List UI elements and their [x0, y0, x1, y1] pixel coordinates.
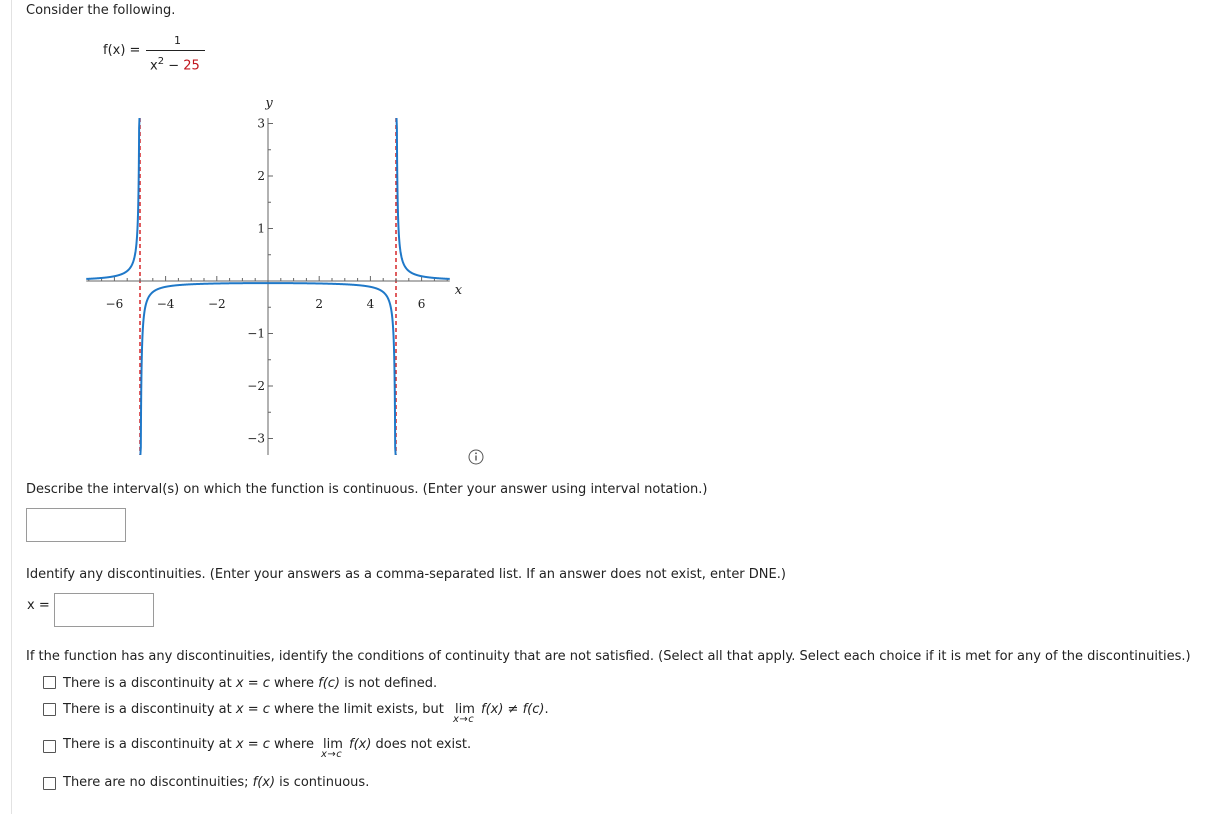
choice-3-eq: = — [243, 737, 263, 752]
choice-2-lim-word: lim — [455, 702, 475, 717]
curve-branch-left — [86, 118, 139, 279]
discontinuities-answer-input[interactable] — [54, 593, 154, 627]
choice-3-var-c: c — [262, 737, 270, 752]
y-tick-label: 3 — [257, 116, 265, 131]
function-graph — [0, 0, 500, 470]
y-axis-label: y — [265, 96, 273, 111]
function-lhs: f(x) = — [103, 43, 141, 58]
x-axis-label: x — [454, 283, 463, 298]
choice-1-var-c: c — [262, 676, 270, 691]
choice-4-checkbox[interactable] — [43, 777, 56, 790]
choice-3-label[interactable] — [63, 737, 314, 752]
x-tick-label: 6 — [417, 297, 426, 311]
denominator-minus: − — [168, 58, 180, 74]
y-tick-label: 1 — [257, 221, 265, 236]
choice-2-fx: f(x) — [481, 702, 504, 717]
choice-2-label-tail — [481, 702, 549, 717]
choice-4-fx: f(x) — [252, 775, 276, 790]
choice-2-eq: = — [243, 702, 263, 717]
choice-2-lim-subscript: x→c — [453, 714, 475, 725]
choice-1-checkbox[interactable] — [43, 676, 56, 689]
choice-2-var-c: c — [262, 702, 270, 717]
interval-answer-input[interactable] — [26, 508, 126, 542]
choice-3-label-tail — [349, 737, 471, 752]
x-tick-label: 2 — [315, 297, 324, 311]
q1-prompt: Describe the interval(s) on which the function is continuous. (Enter your answer using interval notation.) — [26, 482, 708, 497]
x-tick-label: −4 — [156, 297, 175, 311]
intro-text: Consider the following. — [26, 3, 176, 18]
choice-3-checkbox[interactable] — [43, 740, 56, 753]
y-tick-label: −1 — [247, 326, 265, 341]
x-tick-label: −2 — [207, 297, 226, 311]
x-tick-label: 4 — [366, 297, 375, 311]
choice-2-text-end: . — [544, 702, 549, 717]
choice-1-text-a: There is a discontinuity at — [63, 676, 236, 691]
function-numerator: 1 — [174, 34, 181, 47]
choice-1-var-x: x — [235, 676, 244, 691]
choice-1-label[interactable] — [63, 676, 437, 691]
choice-3-text-end: does not exist. — [371, 737, 472, 752]
choice-3-lim-word: lim — [323, 737, 343, 752]
choice-2-label[interactable] — [63, 702, 444, 717]
choice-1-text-end: is not defined. — [340, 676, 438, 691]
curve-branch-right — [397, 118, 450, 279]
x-tick-label: −6 — [105, 297, 124, 311]
choice-2-neq: ≠ — [503, 702, 523, 717]
q2-prompt: Identify any discontinuities. (Enter your answers as a comma-separated list. If an answer does not exist, enter DNE.) — [26, 567, 786, 582]
choice-2-checkbox[interactable] — [43, 703, 56, 716]
choice-3-lim-subscript: x→c — [321, 749, 343, 760]
choice-2-limit — [453, 702, 475, 725]
choice-3-text-b: where — [269, 737, 314, 752]
q3-prompt: If the function has any discontinuities, identify the conditions of continuity that are not satisfied. (Select all that apply. Select each choice if it is met for any of the discontinuities.) — [26, 649, 1191, 664]
y-tick-label: −3 — [247, 431, 265, 446]
choice-3-text-a: There is a discontinuity at — [63, 737, 236, 752]
choice-2-text-a: There is a discontinuity at — [63, 702, 236, 717]
x-equals-label: x = — [27, 598, 50, 613]
choice-3-fx: f(x) — [349, 737, 372, 752]
choice-2-var-x: x — [235, 702, 244, 717]
choice-4-text-end: is continuous. — [275, 775, 370, 790]
choice-2-fc: f(c) — [522, 702, 545, 717]
denominator-x: x — [150, 58, 158, 74]
denominator-exponent: 2 — [157, 56, 165, 67]
choice-1-fc: f(c) — [318, 676, 340, 691]
choice-1-text-b: where — [269, 676, 319, 691]
choice-3-limit — [321, 737, 343, 760]
choice-1-eq: = — [243, 676, 263, 691]
y-tick-label: 2 — [257, 169, 265, 183]
choice-4-text-a: There are no discontinuities; — [63, 775, 253, 790]
denominator-constant: 25 — [183, 58, 200, 74]
info-circle-icon[interactable] — [468, 449, 484, 465]
choice-4-label[interactable] — [63, 775, 369, 790]
choice-3-var-x: x — [235, 737, 244, 752]
choice-2-text-b: where the limit exists, but — [269, 702, 444, 717]
y-tick-label: −2 — [247, 379, 265, 393]
